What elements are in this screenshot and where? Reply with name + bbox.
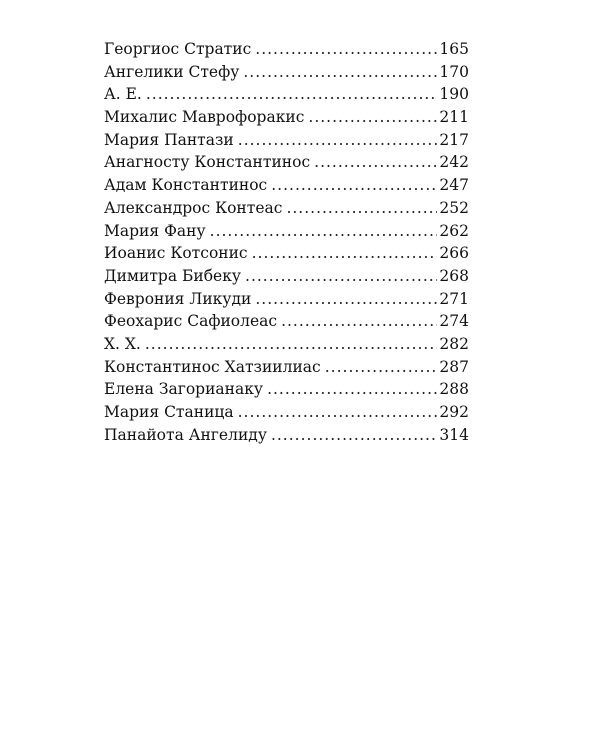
table-of-contents <box>104 38 469 446</box>
toc-entry <box>104 197 469 220</box>
toc-entry-page: 274 <box>439 312 469 331</box>
toc-entry-name: Елена Загорианаку <box>104 380 264 399</box>
toc-entry-page: 314 <box>439 425 469 444</box>
toc-entry <box>104 174 469 197</box>
toc-entry-page: 190 <box>439 85 469 104</box>
toc-entry <box>104 401 469 424</box>
toc-entry-name: Мария Станица <box>104 403 234 421</box>
toc-entry-page: 217 <box>439 130 469 149</box>
toc-entry <box>104 129 469 152</box>
toc-entry-page: 282 <box>439 334 469 353</box>
toc-entry-name: Феохарис Сафиолеас <box>104 312 278 331</box>
toc-entry-page: 252 <box>439 198 469 217</box>
toc-entry-name: Александрос Контеас <box>104 198 283 217</box>
toc-entry-name: Иоанис Котсонис <box>104 244 248 263</box>
toc-entry <box>104 151 469 174</box>
toc-entry-name: Михалис Маврофоракис <box>104 108 305 127</box>
toc-dot-leader <box>245 265 437 288</box>
toc-entry-page: 266 <box>439 244 469 263</box>
toc-entry <box>104 83 469 106</box>
toc-entry <box>104 288 469 311</box>
toc-entry <box>104 378 469 401</box>
toc-entry <box>104 310 469 333</box>
toc-entry <box>104 220 469 243</box>
toc-entry <box>104 38 469 61</box>
toc-entry <box>104 242 469 265</box>
toc-dot-leader <box>238 401 438 424</box>
toc-entry <box>104 333 469 356</box>
toc-dot-leader <box>210 220 438 243</box>
toc-entry-page: 292 <box>439 403 469 421</box>
toc-dot-leader <box>146 83 438 106</box>
toc-entry <box>104 356 469 379</box>
toc-dot-leader <box>255 288 437 311</box>
toc-dot-leader <box>243 61 437 84</box>
toc-entry-page: 262 <box>439 221 469 240</box>
toc-dot-leader <box>255 38 437 61</box>
toc-dot-leader <box>281 310 437 333</box>
toc-entry-name: А. Е. <box>104 85 142 104</box>
toc-entry <box>104 61 469 84</box>
toc-entry-name: Димитра Бибеку <box>104 266 242 285</box>
toc-entry <box>104 424 469 447</box>
toc-dot-leader <box>271 424 437 447</box>
toc-entry-name: Георгиос Стратис <box>104 40 252 58</box>
toc-dot-leader <box>325 356 438 379</box>
toc-entry-name: Панайота Ангелиду <box>104 425 267 444</box>
toc-entry-page: 271 <box>439 289 469 308</box>
toc-entry-name: Мария Пантази <box>104 130 234 149</box>
toc-dot-leader <box>267 378 437 401</box>
toc-entry-name: Анагносту Константинос <box>104 153 311 172</box>
toc-entry-page: 170 <box>439 62 469 81</box>
toc-dot-leader <box>308 106 437 129</box>
toc-dot-leader <box>145 333 438 356</box>
toc-dot-leader <box>314 151 437 174</box>
toc-entry-name: Адам Константинос <box>104 176 268 195</box>
toc-dot-leader <box>286 197 437 220</box>
toc-entry-page: 288 <box>439 380 469 399</box>
toc-dot-leader <box>271 174 437 197</box>
toc-entry-name: Ангелики Стефу <box>104 62 240 81</box>
toc-dot-leader <box>252 242 438 265</box>
toc-entry-page: 287 <box>439 357 469 376</box>
toc-entry-page: 242 <box>439 153 469 172</box>
toc-entry <box>104 265 469 288</box>
toc-entry-name: Феврония Ликуди <box>104 289 252 308</box>
toc-entry-name: Константинос Хатзиилиас <box>104 357 321 376</box>
toc-entry-page: 268 <box>439 266 469 285</box>
toc-entry-page: 165 <box>439 40 469 58</box>
toc-entry-page: 211 <box>439 108 469 127</box>
toc-entry-name: Х. Х. <box>104 334 141 353</box>
toc-dot-leader <box>238 129 438 152</box>
toc-entry-name: Мария Фану <box>104 221 206 240</box>
toc-entry <box>104 106 469 129</box>
toc-entry-page: 247 <box>439 176 469 195</box>
